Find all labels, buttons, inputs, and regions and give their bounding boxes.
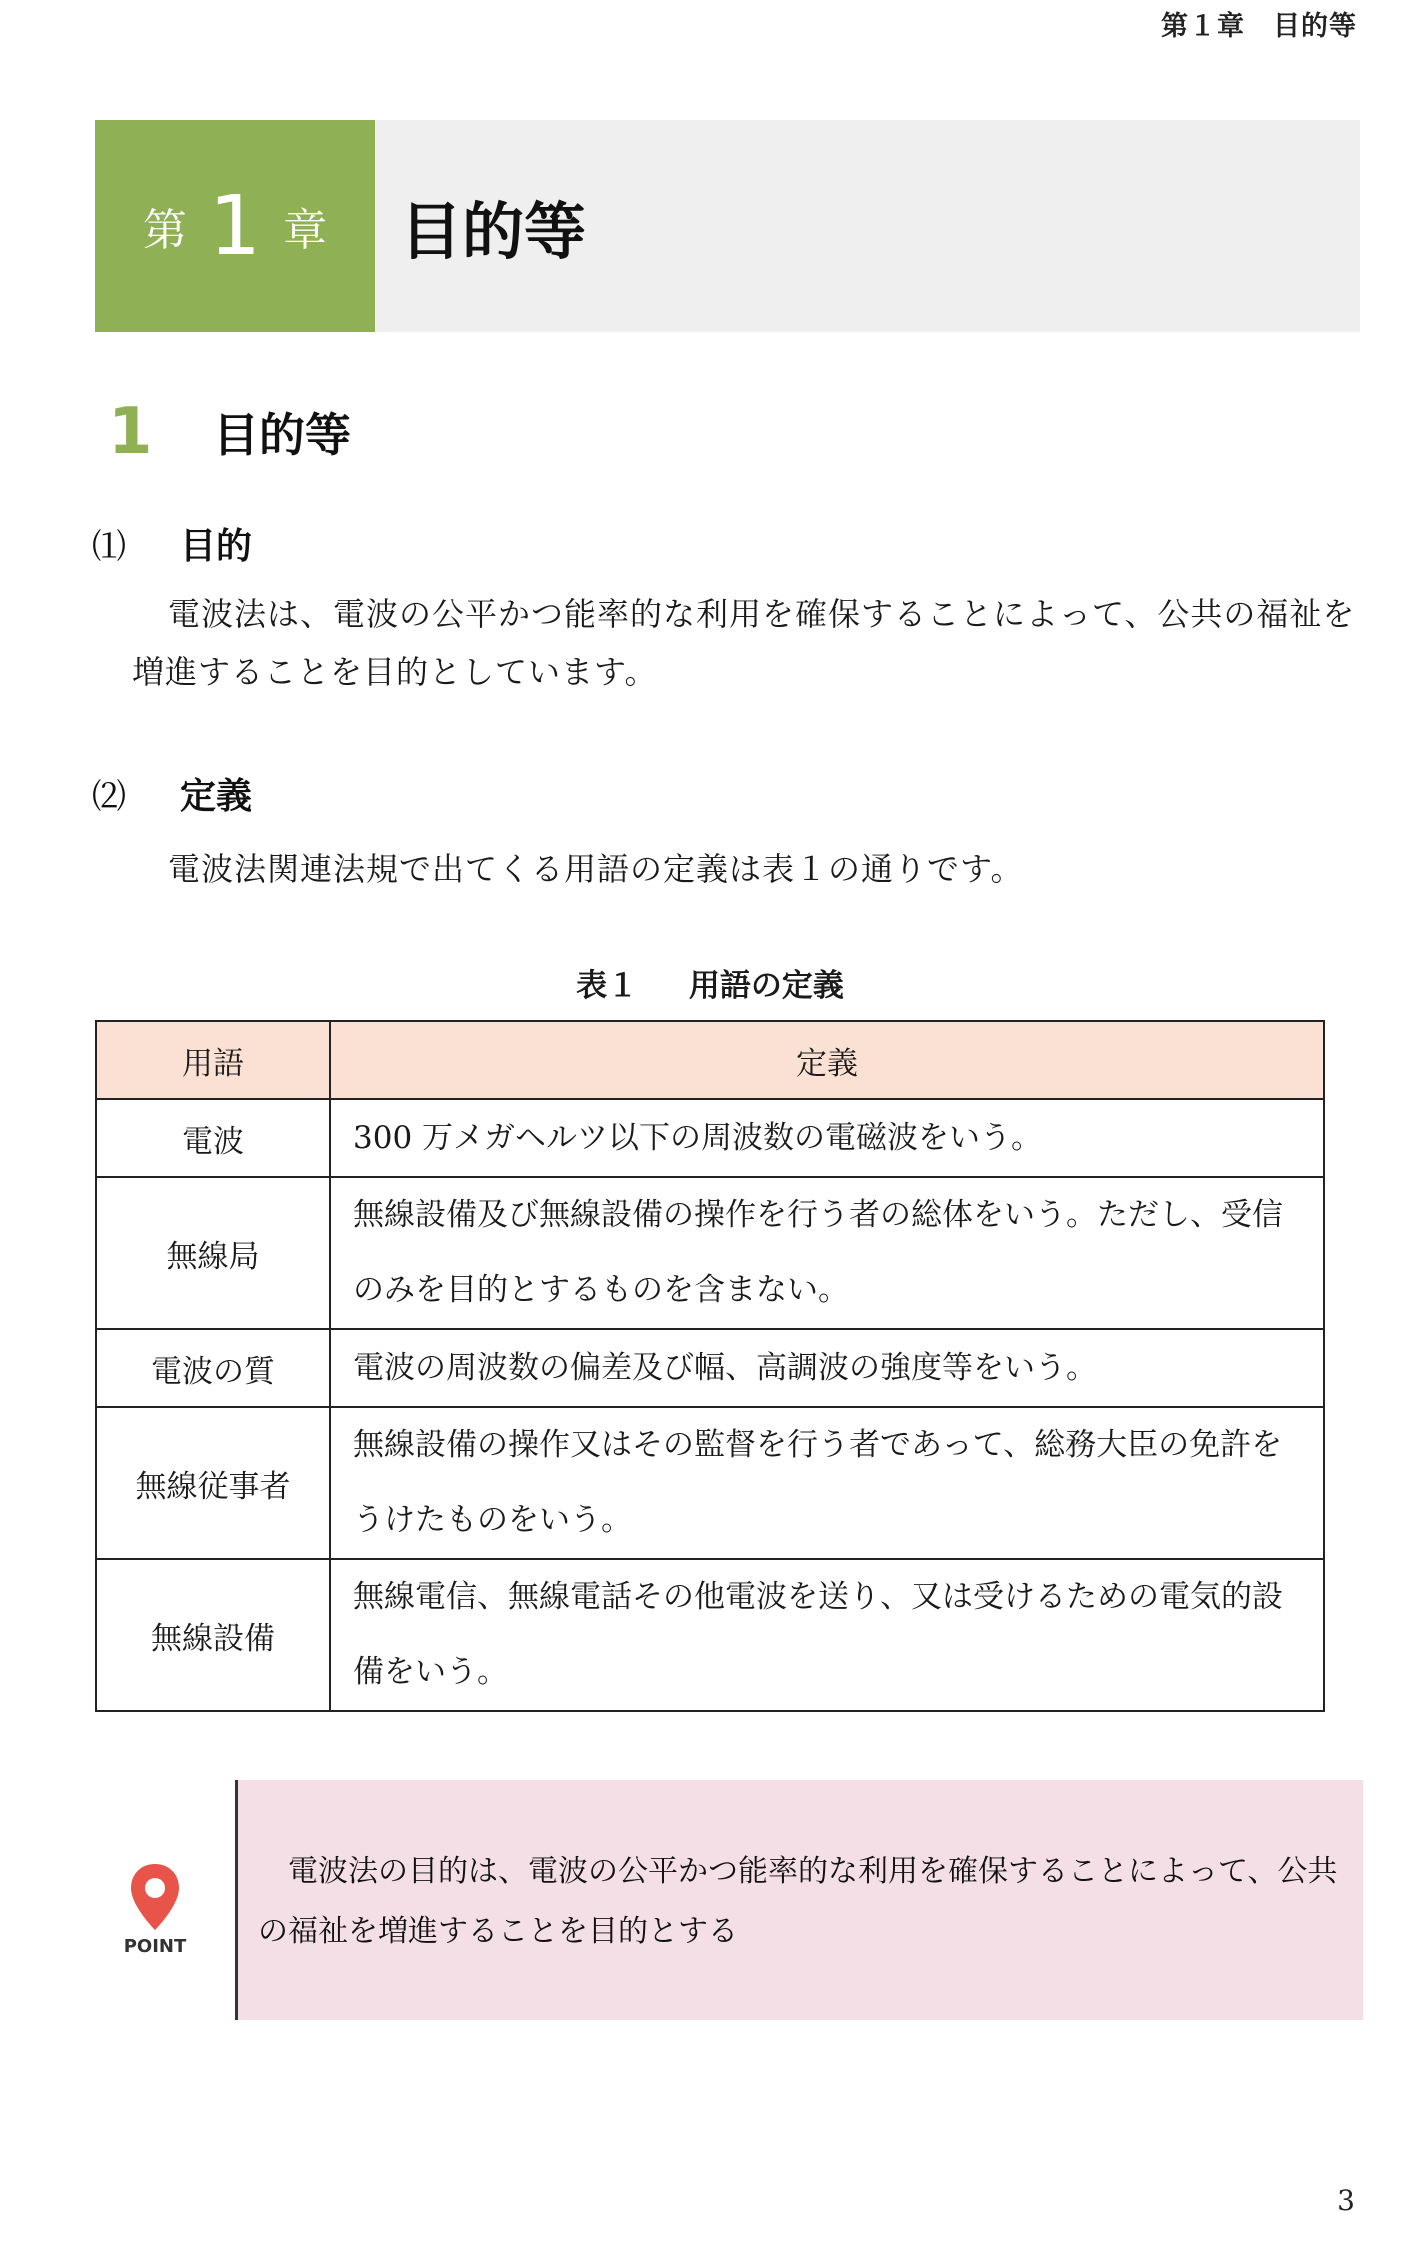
- chapter-prefix: 第: [142, 205, 187, 256]
- term-cell: 無線設備: [96, 1559, 330, 1711]
- term-cell: 電波の質: [96, 1329, 330, 1407]
- running-header: 第１章 目的等: [1161, 11, 1357, 42]
- table-row: [96, 1099, 1324, 1177]
- chapter-suffix: 章: [283, 205, 328, 256]
- table-caption-title: 用語の定義: [688, 968, 844, 1004]
- table-header-definition: 定義: [330, 1021, 1324, 1099]
- subsection-title: 定義: [180, 776, 253, 817]
- subsection-title: 目的: [180, 526, 253, 567]
- term-cell: 電波: [96, 1099, 330, 1177]
- definition-cell: 無線設備及び無線設備の操作を行う者の総体をいう。ただし、受信のみを目的とするものを含まない。: [330, 1177, 1324, 1329]
- section-title: 目的等: [213, 408, 351, 462]
- table-caption-label: 表１: [576, 968, 639, 1004]
- table-row: [96, 1407, 1324, 1559]
- definitions-table: [95, 1020, 1325, 1712]
- table-header-term: 用語: [96, 1021, 330, 1099]
- definition-cell: 無線電信、無線電話その他電波を送り、又は受けるための電気的設備をいう。: [330, 1559, 1324, 1711]
- point-text: 電波法の目的は、電波の公平かつ能率的な利用を確保することによって、公共の福祉を増進することを目的とする: [258, 1854, 1338, 1949]
- chapter-number: 1: [208, 178, 262, 274]
- subsection-definitions-heading: [92, 768, 252, 819]
- page-number: 3: [1337, 2184, 1355, 2217]
- point-marker: [120, 1862, 190, 1957]
- table-caption: [95, 960, 1325, 1005]
- definitions-paragraph: 電波法関連法規で出てくる用語の定義は表１の通りです。: [168, 850, 1024, 888]
- subsection-label: ⑵: [92, 777, 128, 817]
- point-box: [235, 1780, 1363, 2020]
- table-row: [96, 1329, 1324, 1407]
- chapter-title: 目的等: [400, 194, 587, 268]
- chapter-number-box: [95, 120, 375, 332]
- term-cell: 無線局: [96, 1177, 330, 1329]
- section-number: 1: [108, 395, 153, 469]
- definition-cell: 電波の周波数の偏差及び幅、高調波の強度等をいう。: [330, 1329, 1324, 1407]
- definition-cell: 300 万メガヘルツ以下の周波数の電磁波をいう。: [330, 1099, 1324, 1177]
- chapter-banner: [95, 120, 1360, 332]
- table-row: [96, 1559, 1324, 1711]
- map-pin-icon: [128, 1862, 182, 1932]
- subsection-label: ⑴: [92, 527, 128, 567]
- table-header-row: [96, 1021, 1324, 1099]
- subsection-purpose-heading: [92, 518, 252, 569]
- table-row: [96, 1177, 1324, 1329]
- point-label: POINT: [123, 1936, 187, 1957]
- section-heading: [108, 395, 351, 469]
- purpose-paragraph: 電波法は、電波の公平かつ能率的な利用を確保することによって、公共の福祉を増進することを目的としています。: [132, 595, 1356, 691]
- definition-cell: 無線設備の操作又はその監督を行う者であって、総務大臣の免許をうけたものをいう。: [330, 1407, 1324, 1559]
- term-cell: 無線従事者: [96, 1407, 330, 1559]
